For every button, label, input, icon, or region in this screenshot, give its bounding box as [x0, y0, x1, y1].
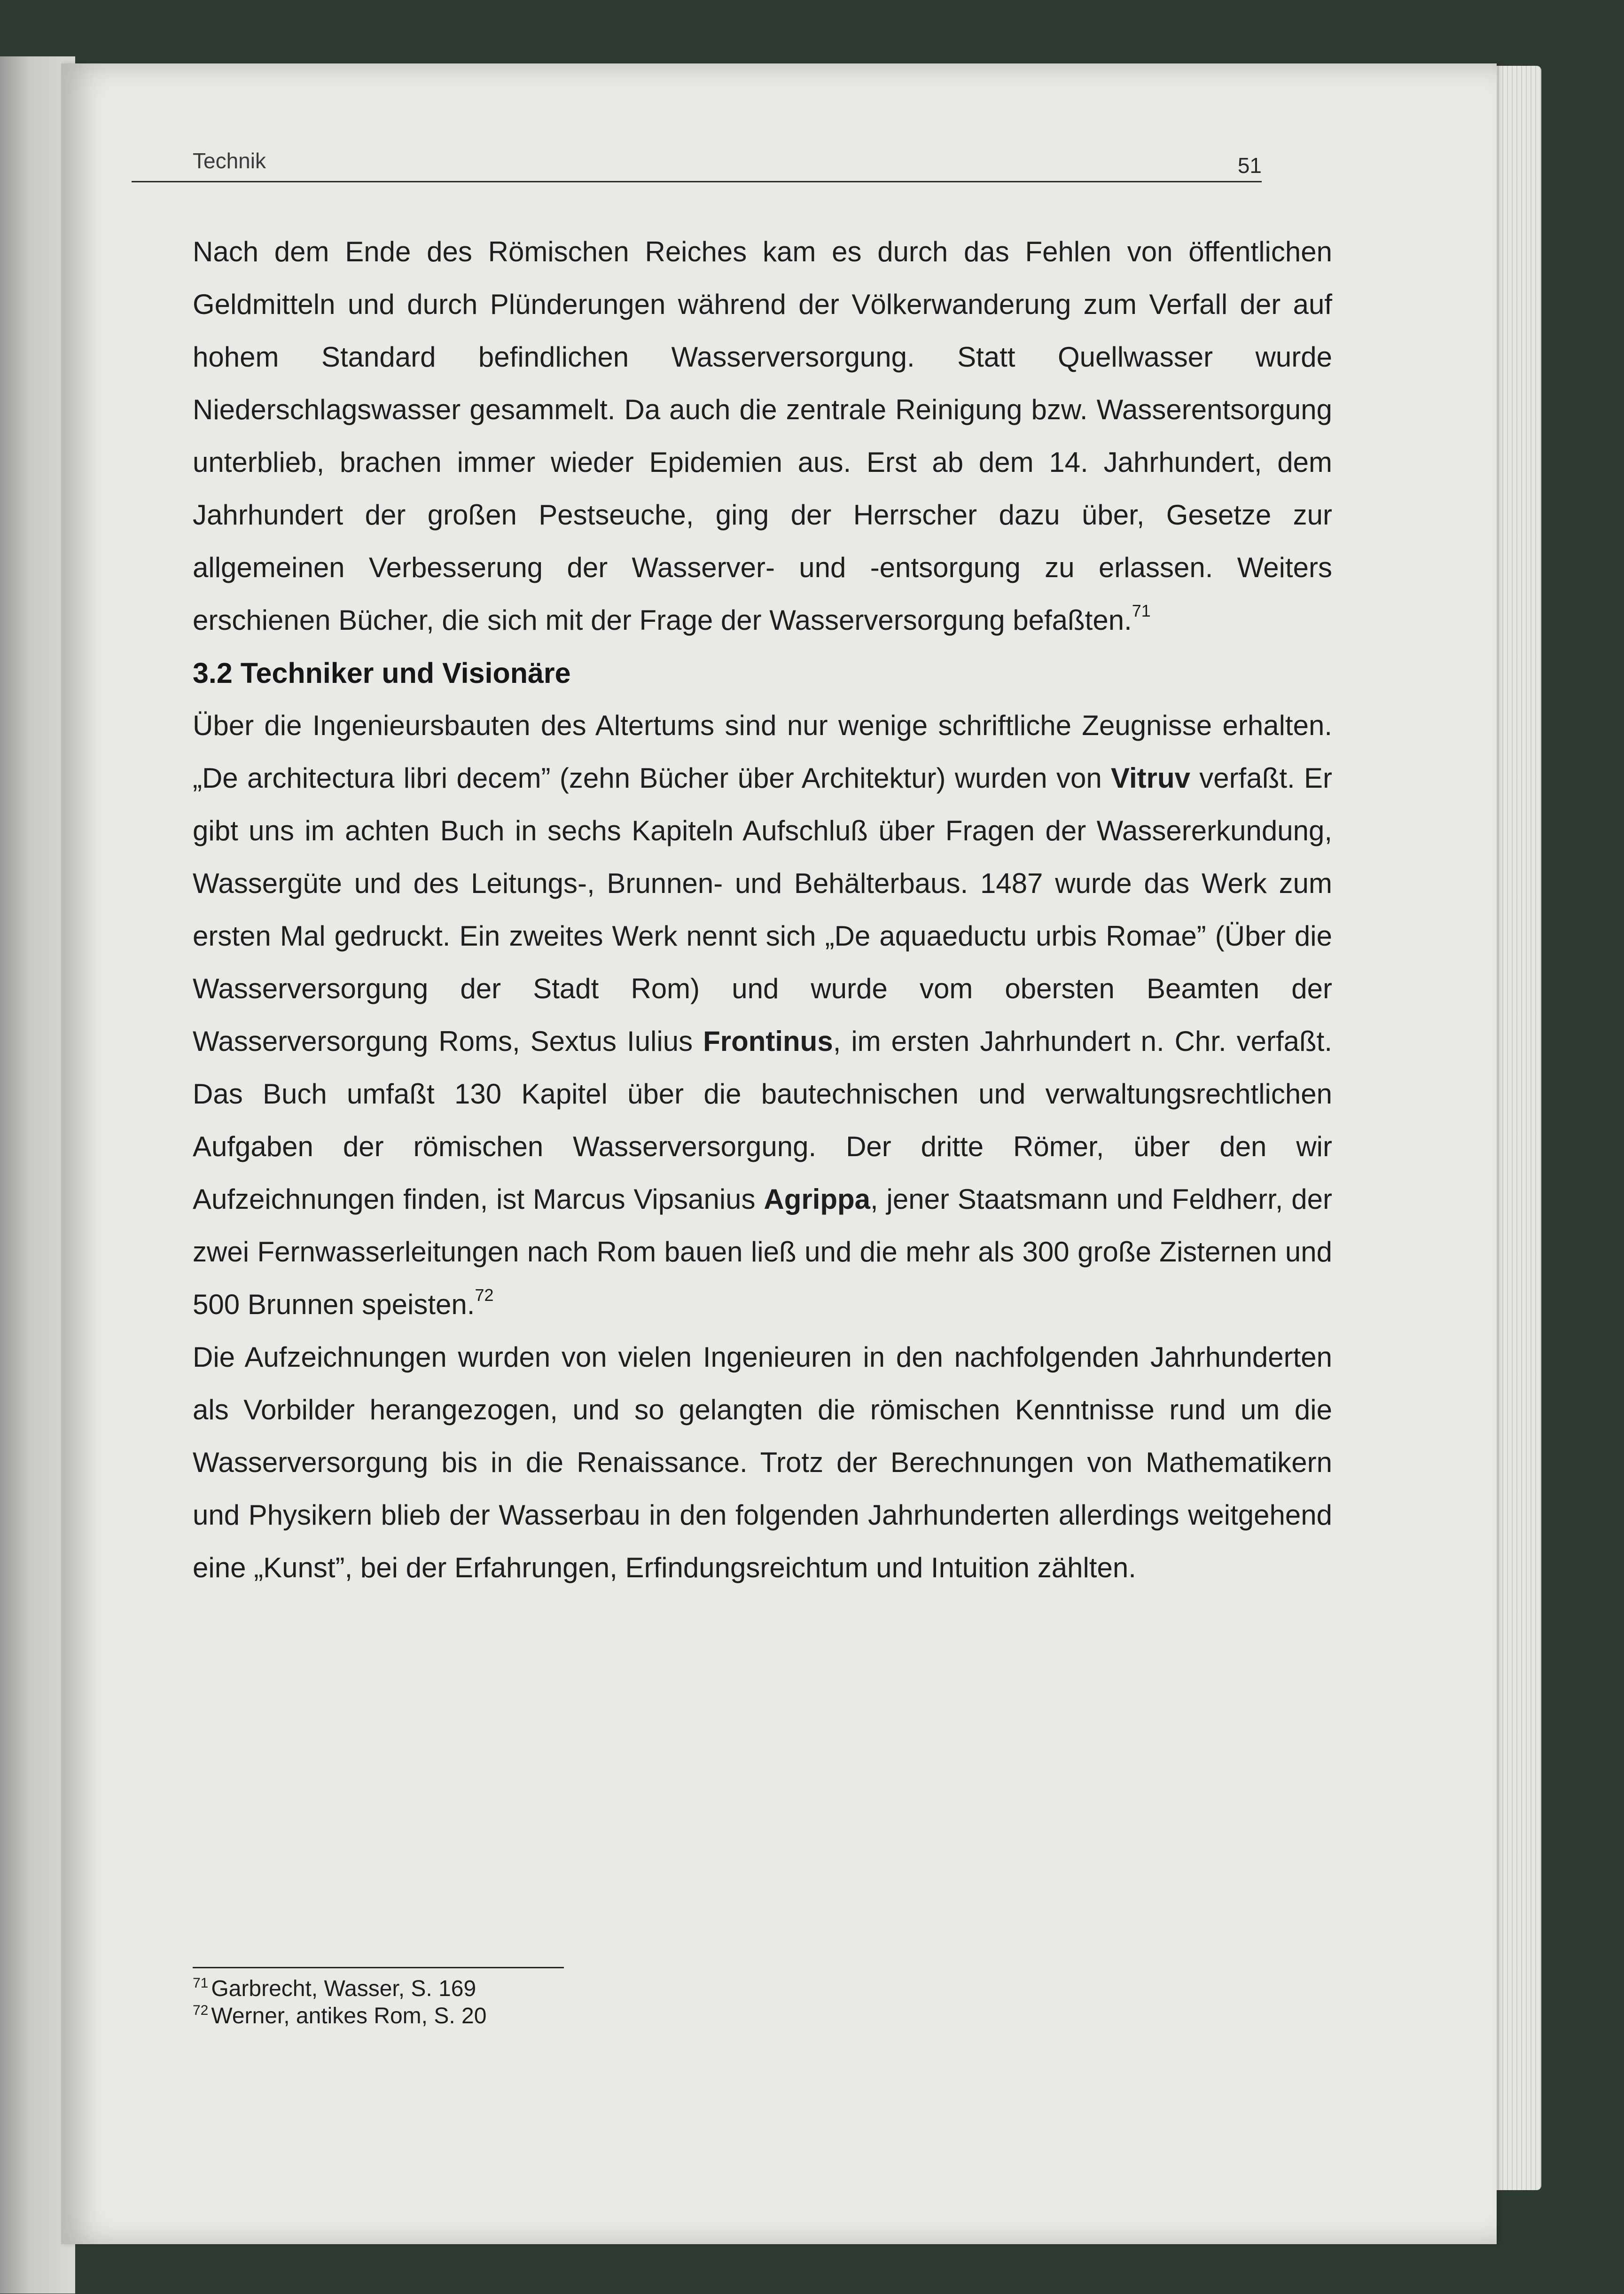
paragraph-1-text: Nach dem Ende des Römischen Reiches kam es durch das Fehlen von öffentlichen Geldmitteln und durch Plünderungen während der Völkerwanderung zum Verfall der auf hohem Standard befindlichen Wasserversorgung. Statt Quellwasser wurde Niederschlagswasser gesammelt. Da auch die zentrale Reinigung bzw. Wasserentsorgung unterblieb, brachen immer wieder Epidemien aus. Erst ab dem 14. Jahrhundert, dem Jahrhundert der großen Pestseuche, ging der Herrscher dazu über, Gesetze zur allgemeinen Verbesserung der Wasserver- und -entsorgung zu erlassen. Weiters erschienen Bücher, die sich mit der Frage der Wasserversorgung befaßten.	[193, 236, 1332, 636]
section-heading: 3.2 Techniker und Visionäre	[193, 657, 571, 689]
paragraph-2	[193, 699, 1332, 1331]
footnote-text: Garbrecht, Wasser, S. 169	[211, 1976, 476, 2001]
name-vitruv: Vitruv	[1111, 762, 1190, 794]
header-title: Technik	[193, 149, 266, 173]
footnote-ref-71: 71	[1132, 601, 1151, 620]
running-header	[132, 139, 1262, 182]
main-text	[193, 226, 1332, 1594]
paragraph-2-text-b: verfaßt. Er gibt uns im achten Buch in sechs Kapiteln Aufschluß über Fragen der Wassererkundung, Wassergüte und des Leitungs-, Brunnen- und Behälterbaus. 1487 wurde das Werk zum ersten Mal gedruckt. Ein zweites Werk nennt sich „De aquaeductu urbis Romae” (Über die Wasserversorgung der Stadt Rom) und wurde vom obersten Beamten der Wasserversorgung Roms, Sextus Iulius	[193, 762, 1333, 1057]
paragraph-2-text-a: Über die Ingenieursbauten des Altertums sind nur wenige schriftliche Zeugnisse erhalten. „De architectura libri decem” (zehn Bücher über Architektur) wurden von	[193, 710, 1332, 794]
page-number: 51	[1237, 153, 1262, 178]
footnote-71	[193, 1975, 486, 2003]
footnote-72	[193, 2003, 486, 2030]
footnote-text: Werner, antikes Rom, S. 20	[211, 2004, 487, 2028]
footnote-number: 72	[193, 2003, 209, 2018]
footnote-divider	[193, 1967, 564, 1968]
paragraph-2-text-d: , jener Staatsmann und Feldherr, der zwei Fernwasserleitungen nach Rom bauen ließ und die mehr als 300 große Zisternen und 500 Brunnen speisten.	[193, 1183, 1332, 1320]
name-agrippa: Agrippa	[764, 1183, 871, 1215]
paragraph-2-text-c: , im ersten Jahrhundert n. Chr. verfaßt. Das Buch umfaßt 130 Kapitel über die bautechnischen und verwaltungsrechtlichen Aufgaben der römischen Wasserversorgung. Der dritte Römer, über den wir Aufzeichnungen finden, ist Marcus Vipsanius	[193, 1026, 1332, 1215]
footnote-ref-72: 72	[475, 1285, 494, 1305]
footnote-number: 71	[193, 1975, 209, 1991]
paragraph-1	[193, 226, 1332, 647]
footnotes	[193, 1975, 486, 2030]
name-frontinus: Frontinus	[703, 1026, 833, 1057]
paragraph-3: Die Aufzeichnungen wurden von vielen Ingenieuren in den nachfolgenden Jahrhunderten als Vorbilder herangezogen, und so gelangten die römischen Kenntnisse rund um die Wasserversorgung bis in die Renaissance. Trotz der Berechnungen von Mathematikern und Physikern blieb der Wasserbau in den folgenden Jahrhunderten allerdings weitgehend eine „Kunst”, bei der Erfahrungen, Erfindungsreichtum und Intuition zählten.	[193, 1341, 1332, 1583]
